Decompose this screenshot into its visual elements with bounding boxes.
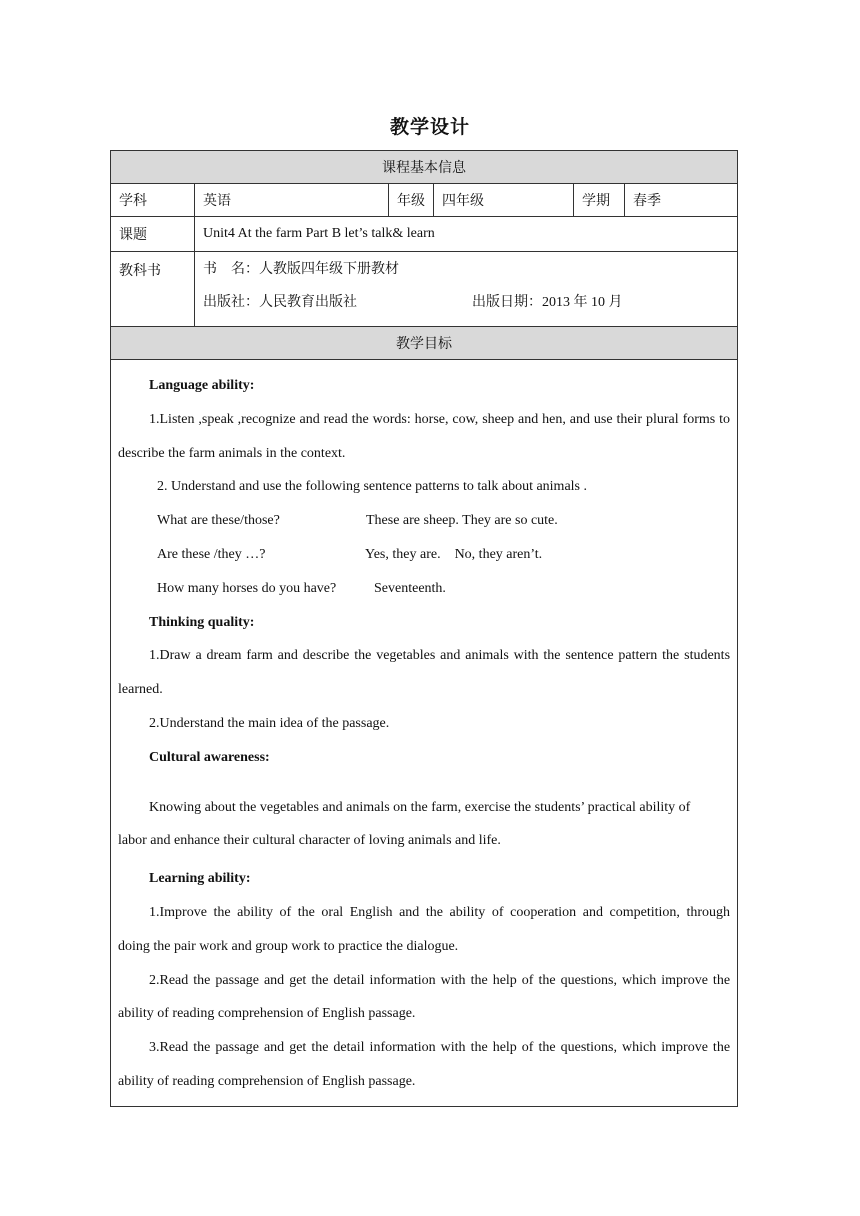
pattern-row	[118, 572, 730, 606]
publisher: 出版社：人民教育出版社	[203, 295, 357, 310]
learn-item-2: 2.Read the passage and get the detail information with the help of the questions, which improve the ability of reading comprehension of English passage.	[118, 972, 731, 1022]
pattern-question: How many horses do you have?	[157, 580, 337, 596]
objectives-header: 教学目标	[111, 327, 738, 360]
pattern-answer: Seventeenth.	[374, 580, 446, 596]
book-name: 书 名：人教版四年级下册教材	[203, 262, 399, 277]
learn-item-3: 3.Read the passage and get the detail information with the help of the questions, which improve the ability of reading comprehension of English passage.	[118, 1040, 731, 1089]
term-label: 学期	[574, 184, 625, 217]
subject-value: 英语	[195, 184, 389, 217]
term-value: 春季	[625, 184, 738, 217]
publish-date: 出版日期：2013 年 10 月	[472, 295, 623, 310]
language-heading: Language ability:	[149, 378, 255, 393]
pattern-answer: Yes, they are. No, they aren’t.	[365, 546, 543, 562]
objectives-header-row	[111, 327, 738, 360]
cultural-text: Knowing about the vegetables and animals on the farm, exercise the students’ practical ability of labor and enhance their cultural character of loving animals and life.	[118, 799, 691, 849]
lang-item-2: 2. Understand and use the following sentence patterns to talk about animals .	[157, 479, 588, 495]
subject-label: 学科	[111, 184, 195, 217]
lesson-plan-table	[110, 150, 745, 1107]
pattern-question: What are these/those?	[157, 513, 280, 529]
grade-value: 四年级	[434, 184, 574, 217]
think-item-2: 2.Understand the main idea of the passage.	[149, 715, 390, 731]
textbook-label: 教科书	[111, 252, 195, 327]
topic-row	[111, 217, 738, 252]
lang-item-1: 1.Listen ,speak ,recognize and read the words: horse, cow, sheep and hen, and use their plural forms to describe the farm animals in the context.	[118, 411, 731, 461]
learning-heading: Learning ability:	[149, 871, 251, 887]
grade-label: 年级	[389, 184, 434, 217]
document-title: 教学设计	[389, 117, 470, 138]
think-item-1: 1.Draw a dream farm and describe the vegetables and animals with the sentence pattern the students learned.	[118, 648, 731, 698]
pattern-row	[118, 504, 730, 538]
topic-label: 课题	[111, 217, 195, 252]
pattern-answer: These are sheep. They are so cute.	[366, 513, 558, 529]
pattern-question: Are these /they …?	[157, 546, 266, 562]
basic-info-header-row	[111, 151, 738, 184]
pattern-row	[118, 538, 730, 572]
objectives-content	[111, 360, 745, 1107]
cultural-heading: Cultural awareness:	[149, 749, 270, 765]
objectives-row	[111, 360, 738, 1107]
publisher-line	[203, 293, 729, 326]
topic-value: Unit4 At the farm Part B let’s talk& learn	[195, 217, 738, 252]
textbook-row	[111, 252, 738, 327]
subject-row	[111, 184, 738, 217]
thinking-heading: Thinking quality:	[149, 614, 255, 630]
textbook-info	[195, 252, 738, 327]
learn-item-1: 1.Improve the ability of the oral English and the ability of cooperation and competition, through doing the pair work and group work to practice the dialogue.	[118, 904, 745, 954]
basic-info-header: 课程基本信息	[111, 151, 738, 184]
